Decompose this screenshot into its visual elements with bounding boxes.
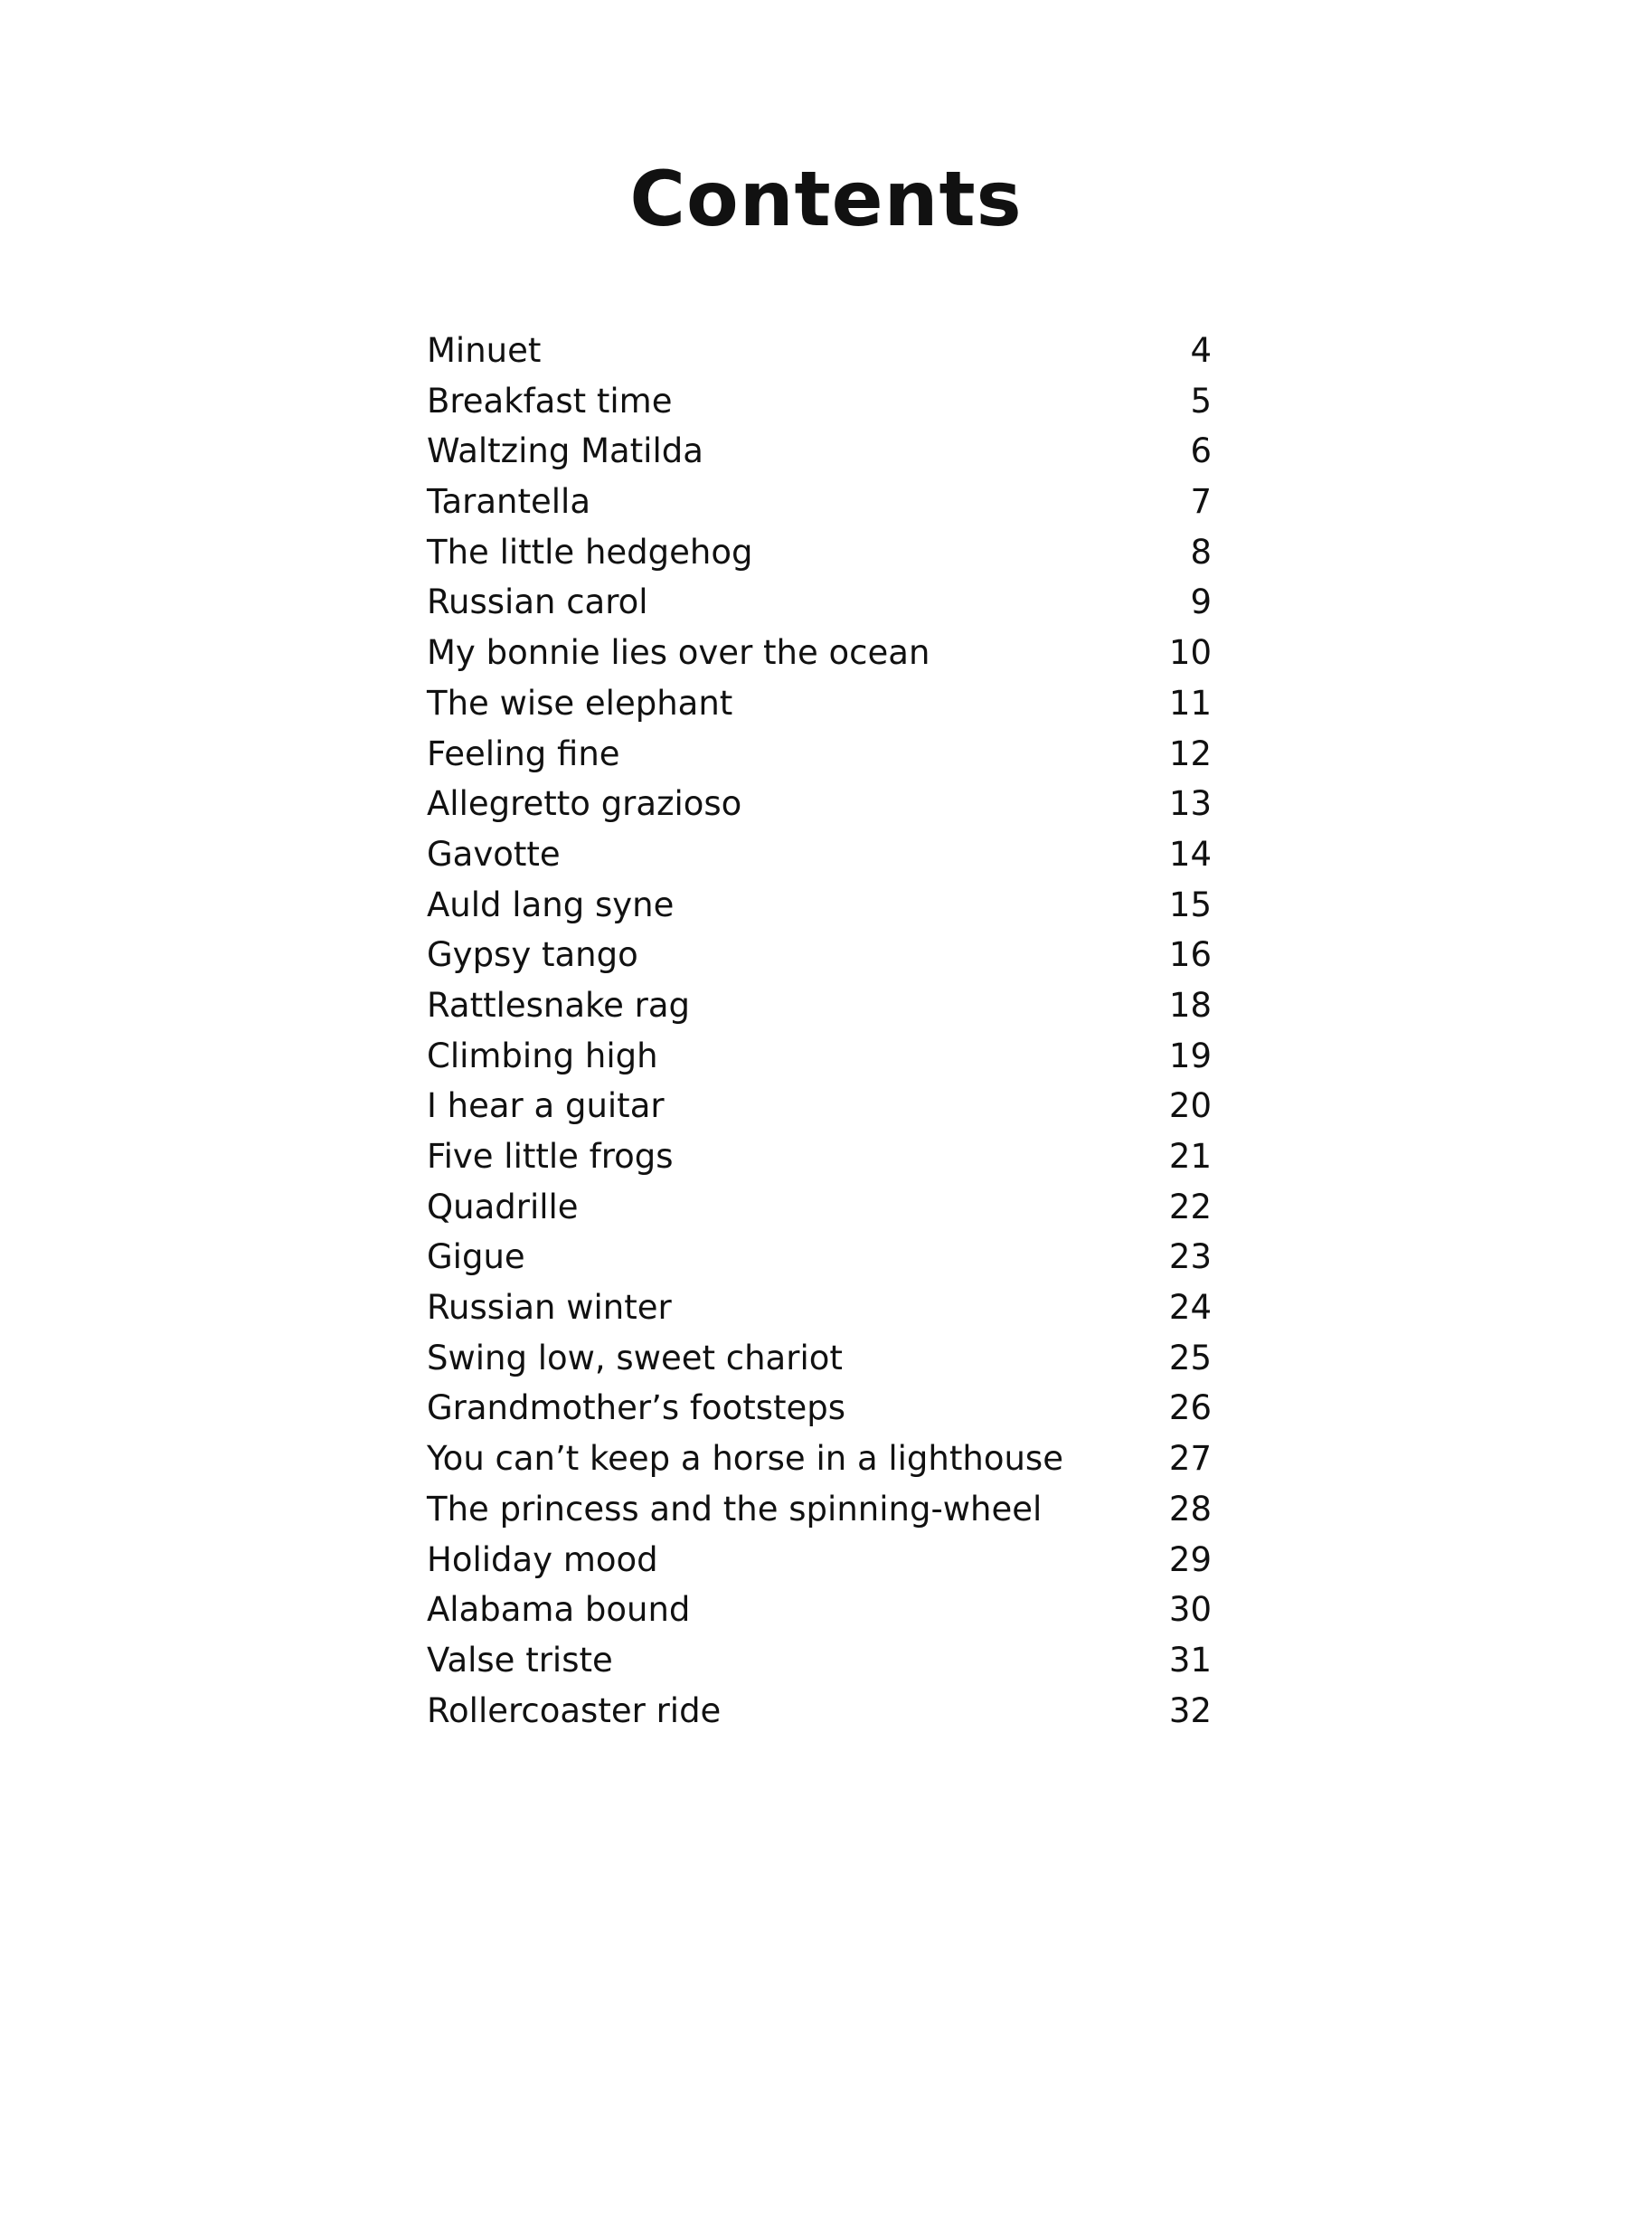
entry-title: Feeling fine [427, 734, 620, 773]
entry-title: Grandmother’s footsteps [427, 1388, 846, 1428]
entry-page-number: 12 [1168, 734, 1212, 773]
entry-page-number: 8 [1190, 532, 1212, 572]
contents-entry [427, 1484, 1212, 1535]
entry-title: The wise elephant [427, 683, 733, 723]
entry-title: Rattlesnake rag [427, 985, 691, 1025]
contents-entry [427, 477, 1212, 527]
entry-title: My bonnie lies over the ocean [427, 633, 930, 673]
contents-entry [427, 1031, 1212, 1082]
contents-entry [427, 1131, 1212, 1182]
contents-entry [427, 527, 1212, 578]
entry-title: Russian carol [427, 582, 648, 622]
contents-entry [427, 1383, 1212, 1434]
contents-entry [427, 880, 1212, 931]
entry-page-number: 26 [1168, 1388, 1212, 1428]
entry-page-number: 22 [1168, 1187, 1212, 1226]
entry-title: Auld lang syne [427, 885, 675, 924]
entry-page-number: 27 [1168, 1439, 1212, 1479]
entry-title: Gypsy tango [427, 935, 638, 975]
contents-entry [427, 930, 1212, 980]
entry-title: Five little frogs [427, 1137, 674, 1176]
entry-page-number: 13 [1168, 784, 1212, 824]
entry-title: Gavotte [427, 834, 561, 874]
contents-entry [427, 326, 1212, 376]
entry-title: Gigue [427, 1237, 525, 1277]
page-title: Contents [629, 155, 1023, 243]
contents-entry [427, 376, 1212, 427]
entry-title: Rollercoaster ride [427, 1690, 722, 1730]
contents-entry [427, 1635, 1212, 1686]
contents-entry [427, 1585, 1212, 1635]
contents-entry [427, 980, 1212, 1031]
entry-page-number: 21 [1168, 1137, 1212, 1176]
entry-page-number: 14 [1168, 834, 1212, 874]
entry-page-number: 7 [1190, 482, 1212, 522]
contents-entry [427, 1081, 1212, 1131]
entry-page-number: 19 [1168, 1036, 1212, 1075]
contents-entry [427, 1182, 1212, 1233]
contents-entry [427, 1434, 1212, 1484]
contents-entry [427, 1686, 1212, 1737]
entry-title: Minuet [427, 331, 542, 370]
entry-page-number: 25 [1168, 1338, 1212, 1377]
contents-entry [427, 426, 1212, 477]
entry-title: Climbing high [427, 1036, 658, 1075]
entry-title: You can’t keep a horse in a lighthouse [427, 1439, 1063, 1479]
entry-title: Quadrille [427, 1187, 579, 1226]
contents-entry [427, 1283, 1212, 1333]
contents-list [427, 326, 1212, 1736]
entry-page-number: 15 [1168, 885, 1212, 924]
entry-page-number: 11 [1168, 683, 1212, 723]
entry-title: Waltzing Matilda [427, 431, 703, 471]
entry-title: I hear a guitar [427, 1086, 665, 1126]
contents-entry [427, 729, 1212, 780]
entry-page-number: 9 [1190, 582, 1212, 622]
contents-entry [427, 577, 1212, 628]
entry-page-number: 20 [1168, 1086, 1212, 1126]
entry-title: Russian winter [427, 1288, 672, 1328]
entry-page-number: 30 [1168, 1590, 1212, 1630]
entry-title: Breakfast time [427, 381, 673, 421]
entry-page-number: 31 [1168, 1640, 1212, 1680]
entry-title: Tarantella [427, 482, 590, 522]
entry-page-number: 6 [1190, 431, 1212, 471]
contents-entry [427, 1333, 1212, 1384]
contents-entry [427, 628, 1212, 678]
entry-page-number: 18 [1168, 985, 1212, 1025]
entry-title: The princess and the spinning-wheel [427, 1489, 1043, 1529]
entry-page-number: 5 [1190, 381, 1212, 421]
entry-page-number: 16 [1168, 935, 1212, 975]
contents-entry [427, 678, 1212, 729]
contents-entry [427, 1535, 1212, 1586]
entry-title: Holiday mood [427, 1539, 658, 1579]
entry-page-number: 4 [1190, 331, 1212, 370]
entry-page-number: 23 [1168, 1237, 1212, 1277]
contents-entry [427, 779, 1212, 829]
entry-page-number: 32 [1168, 1690, 1212, 1730]
entry-page-number: 24 [1168, 1288, 1212, 1328]
entry-title: Valse triste [427, 1640, 613, 1680]
entry-title: Alabama bound [427, 1590, 691, 1630]
contents-entry [427, 1232, 1212, 1283]
entry-page-number: 29 [1168, 1539, 1212, 1579]
entry-title: The little hedgehog [427, 532, 753, 572]
entry-page-number: 28 [1168, 1489, 1212, 1529]
entry-title: Swing low, sweet chariot [427, 1338, 843, 1377]
contents-entry [427, 829, 1212, 880]
entry-page-number: 10 [1168, 633, 1212, 673]
entry-title: Allegretto grazioso [427, 784, 742, 824]
